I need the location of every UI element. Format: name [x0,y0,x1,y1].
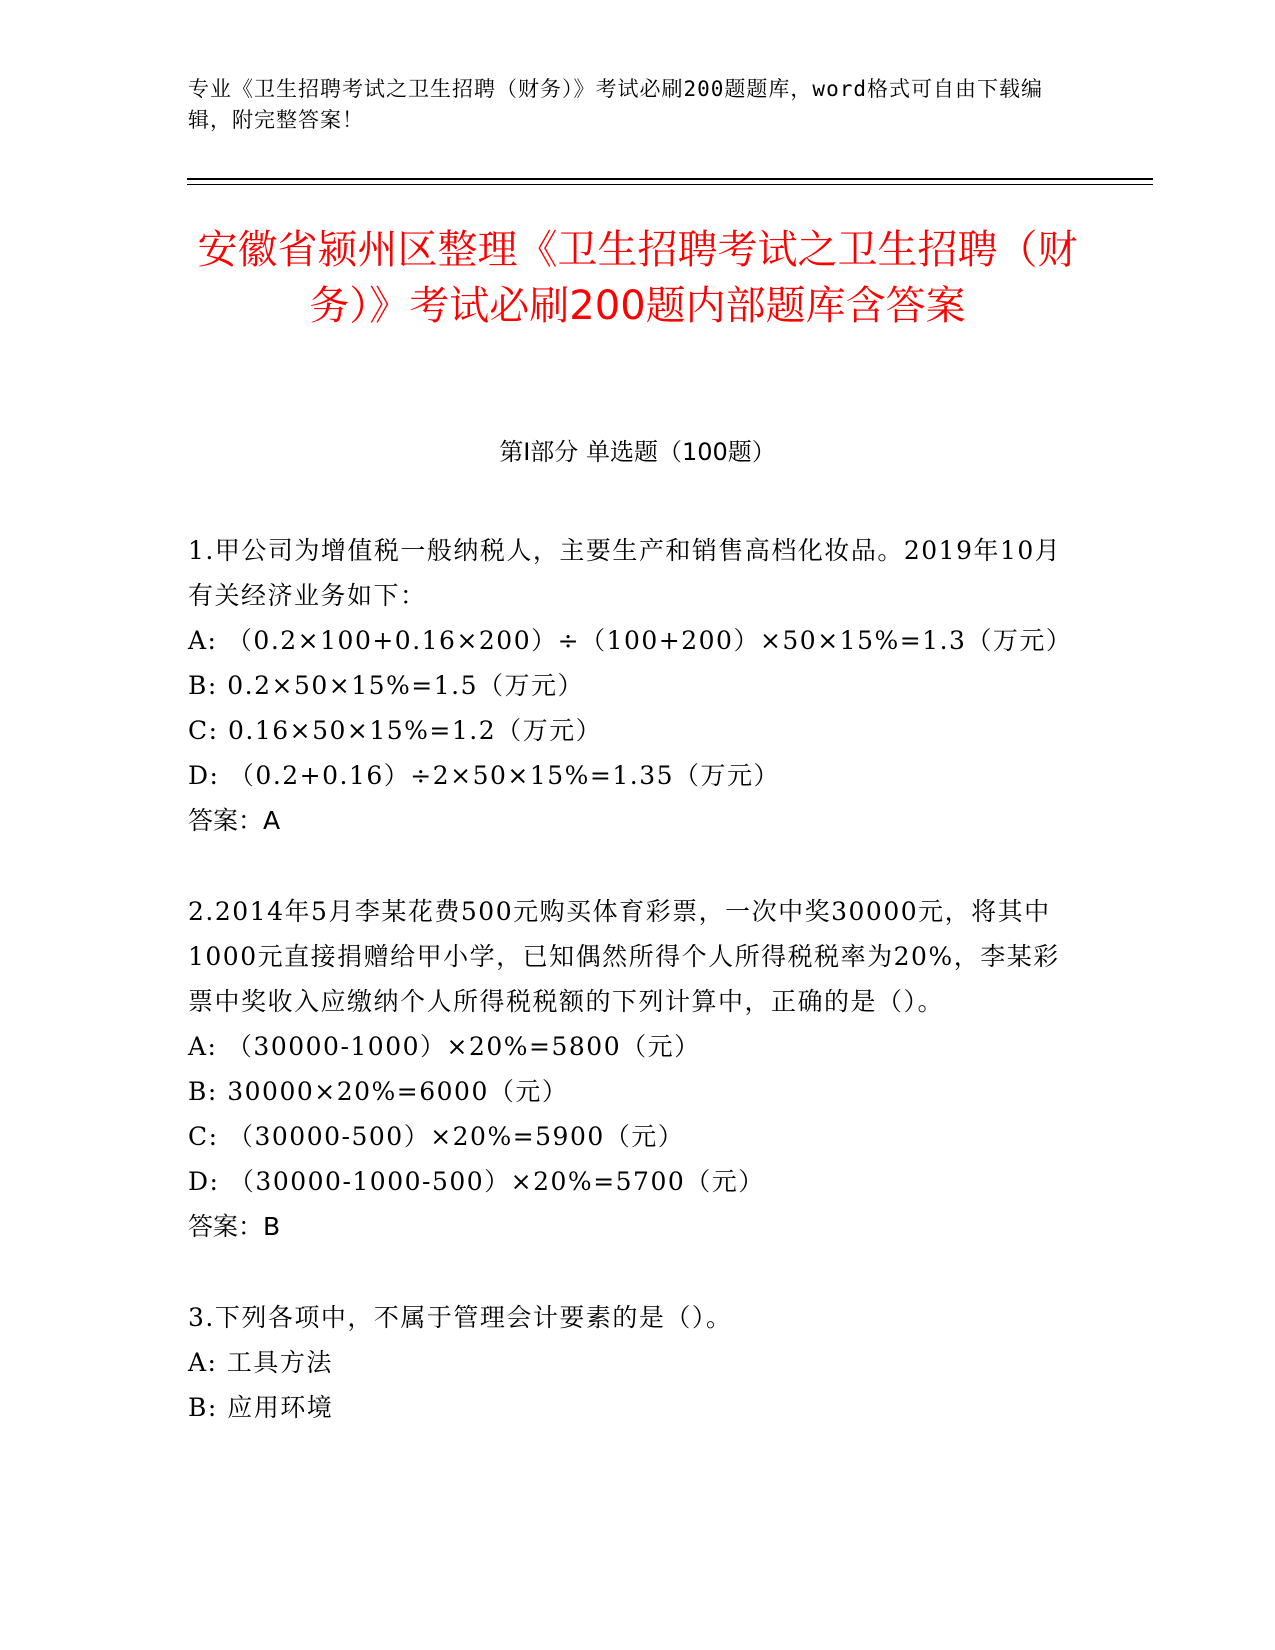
header-note: 专业《卫生招聘考试之卫生招聘（财务）》考试必刷200题题库，word格式可自由下载编辑，附完整答案！ [188,77,1043,132]
question-stem: 1.甲公司为增值税一般纳税人，主要生产和销售高档化妆品。2019年10月有关经济业务如下： [188,536,1062,610]
question-3 [188,1295,1068,1430]
option-b: B: 0.2×50×15%=1.5（万元） [188,671,584,700]
question-stem: 3.下列各项中，不属于管理会计要素的是（）。 [188,1303,733,1332]
document-title: 安徽省颍州区整理《卫生招聘考试之卫生招聘（财务）》考试必刷200题内部题库含答案 [197,227,1078,329]
option-b: B: 应用环境 [188,1393,334,1422]
option-a: A: （30000-1000）×20%=5800（元） [188,1032,701,1061]
header-divider-thick [187,178,1153,180]
option-b: B: 30000×20%=6000（元） [188,1077,569,1106]
question-1 [188,528,1073,843]
question-list [188,528,1073,1476]
answer: 答案：B [188,1212,281,1241]
option-c: C: （30000-500）×20%=5900（元） [188,1122,685,1151]
section-heading: 第I部分 单选题（100题） [499,438,776,466]
question-stem: 2.2014年5月李某花费500元购买体育彩票，一次中奖30000元，将其中1000元直接捐赠给甲小学，已知偶然所得个人所得税税率为20%，李某彩票中奖收入应缴纳个人所得税税额的下列计算中，正确的是（）。 [188,897,1060,1016]
header-divider-thin [187,184,1153,185]
option-c: C: 0.16×50×15%=1.2（万元） [188,716,603,745]
option-a: A: 工具方法 [188,1348,333,1377]
option-a: A: （0.2×100+0.16×200）÷（100+200）×50×15%=1.3（万元） [188,626,1073,655]
question-2 [188,889,1068,1249]
option-d: D: （30000-1000-500）×20%=5700（元） [188,1167,765,1196]
option-d: D: （0.2+0.16）÷2×50×15%=1.35（万元） [188,761,781,790]
answer: 答案：A [188,806,281,835]
